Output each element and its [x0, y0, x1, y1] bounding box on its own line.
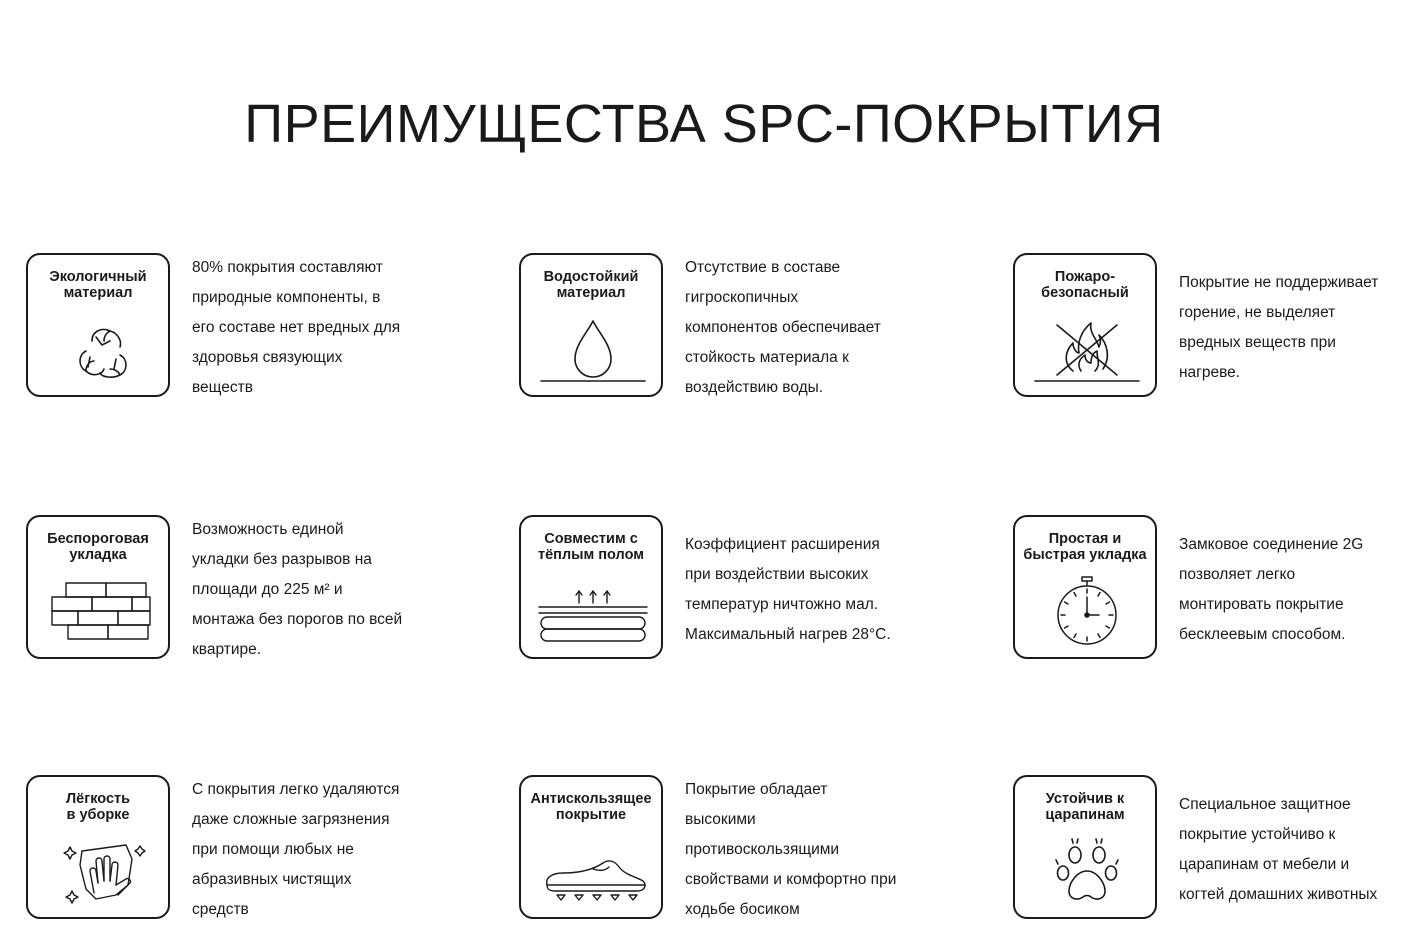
feature-fireproof	[1013, 253, 1408, 413]
paw-icon	[1027, 833, 1147, 913]
recycle-leaves-icon	[40, 311, 160, 391]
feature-scratch-resistant	[1013, 775, 1408, 935]
feature-card	[26, 515, 170, 659]
feature-seamless	[26, 515, 426, 675]
feature-waterproof	[519, 253, 919, 413]
feature-card	[1013, 253, 1157, 397]
feature-description: С покрытия легко удаляются даже сложные загрязнения при помощи любых не абразивных чистящих средств	[192, 781, 400, 918]
cleaning-cloth-icon	[40, 833, 160, 913]
feature-card-label: Экологичный материал	[49, 269, 147, 301]
feature-card-label: Антискользящее покрытие	[530, 791, 652, 823]
feature-card-label: Беспороговая укладка	[47, 531, 149, 563]
feature-card-label: Простая и быстрая укладка	[1023, 531, 1147, 563]
feature-description: Покрытие обладает высокими противоскользящими свойствами и комфортно при ходьбе босиком	[685, 781, 897, 918]
feature-card	[26, 253, 170, 397]
feature-easy-cleaning	[26, 775, 426, 935]
feature-description: 80% покрытия составляют природные компоненты, в его составе нет вредных для здоровья связующих веществ	[192, 259, 401, 396]
brick-layout-icon	[40, 573, 160, 653]
feature-description: Возможность единой укладки без разрывов на площади до 225 м² и монтажа без порогов по всей квартире.	[192, 521, 403, 658]
feature-card	[519, 515, 663, 659]
feature-description: Замковое соединение 2G позволяет легко монтировать покрытие бесклеевым способом.	[1179, 536, 1364, 643]
feature-card	[26, 775, 170, 919]
feature-anti-slip	[519, 775, 919, 935]
feature-card	[519, 253, 663, 397]
feature-card	[519, 775, 663, 919]
feature-card	[1013, 775, 1157, 919]
feature-description: Коэффициент расширения при воздействии высоких температур ничтожно мал. Максимальный нагрев 28°С.	[685, 536, 891, 643]
feature-card	[1013, 515, 1157, 659]
feature-description: Покрытие не поддерживает горение, не выделяет вредных веществ при нагреве.	[1179, 274, 1379, 381]
feature-description: Отсутствие в составе гигроскопичных компонентов обеспечивает стойкость материала к воздействию воды.	[685, 259, 881, 396]
feature-easy-install	[1013, 515, 1408, 675]
no-fire-icon	[1027, 311, 1147, 391]
feature-card-label: Лёгкость в уборке	[65, 791, 131, 823]
feature-description: Специальное защитное покрытие устойчиво к царапинам от мебели и когтей домашних животных	[1179, 796, 1378, 903]
stopwatch-icon	[1027, 573, 1147, 653]
feature-card-label: Водостойкий материал	[543, 269, 639, 301]
water-drop-icon	[533, 311, 653, 391]
page-title: ПРЕИМУЩЕСТВА SPC-ПОКРЫТИЯ	[244, 94, 1164, 154]
feature-card-label: Устойчив к царапинам	[1045, 791, 1125, 823]
feature-card-label: Пожаро- безопасный	[1041, 269, 1129, 301]
feature-heated-floor	[519, 515, 919, 675]
feature-eco	[26, 253, 426, 413]
heated-floor-icon	[533, 573, 653, 653]
shoe-icon	[533, 833, 653, 913]
feature-card-label: Совместим с тёплым полом	[538, 531, 644, 563]
